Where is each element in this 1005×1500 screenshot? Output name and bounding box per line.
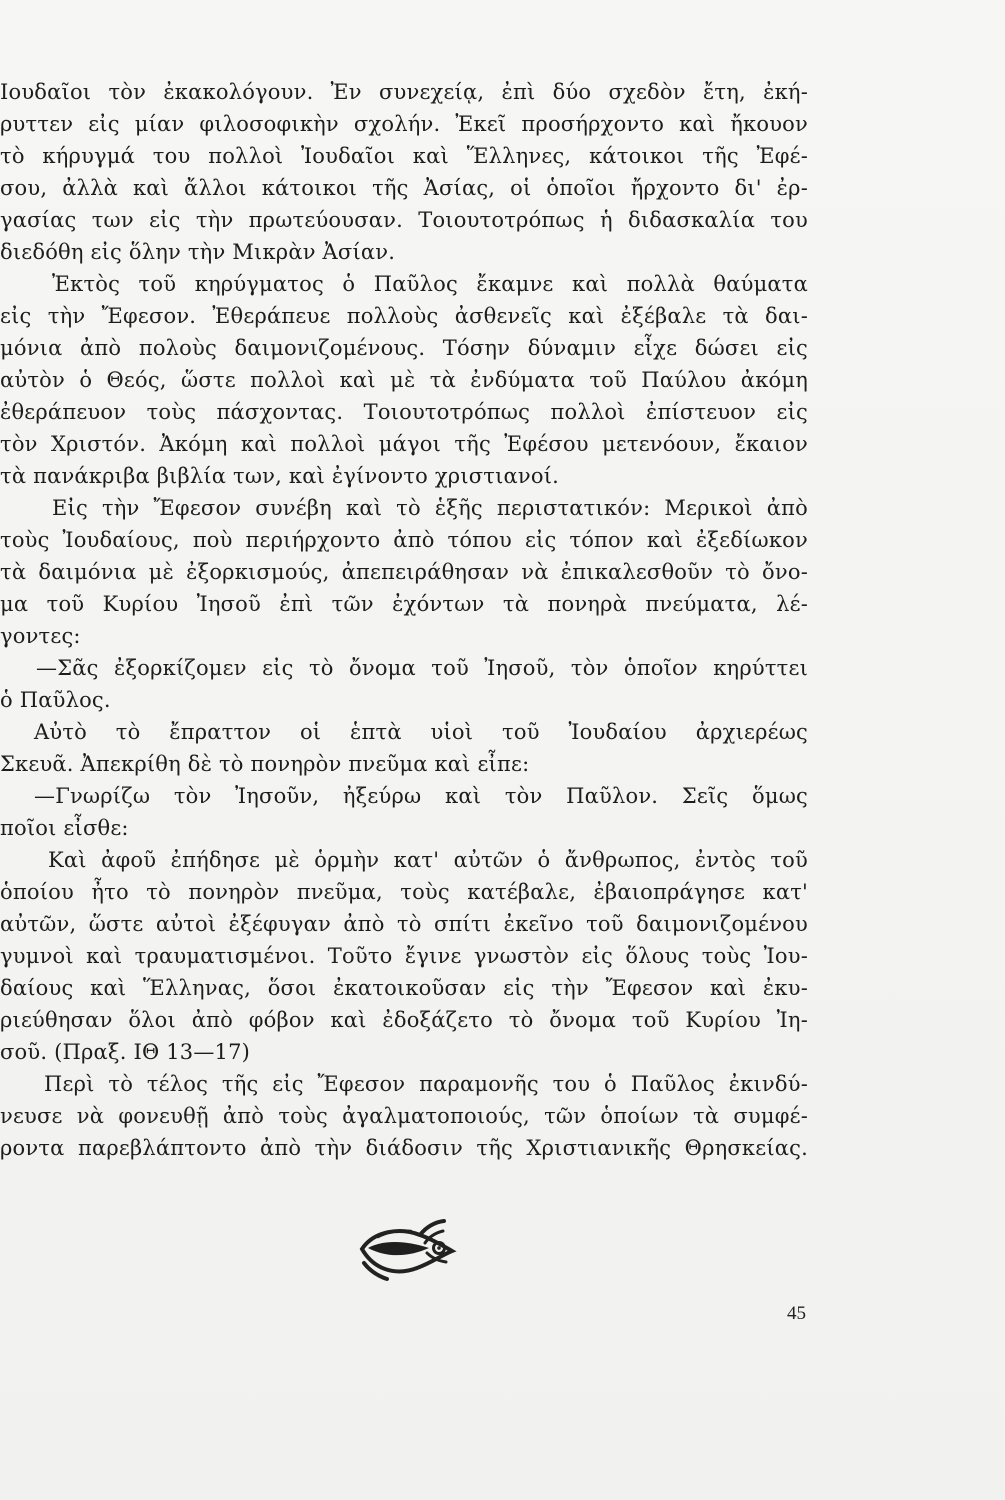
text-line: ἐθεράπευον τοὺς πάσχοντας. Τοιουτοτρόπως πολλοὶ ἐπίστευον εἰς [0, 400, 808, 424]
paragraph-start-line: Αὐτὸ τὸ ἔπραττον οἱ ἑπτὰ υἱοὶ τοῦ Ἰουδαίου ἀρχιερέως [34, 720, 808, 744]
text-line: τὸ κήρυγμά του πολλοὶ Ἰουδαῖοι καὶ Ἕλληνες, κάτοικοι τῆς Ἐφέ- [0, 144, 808, 168]
text-line: γυμνοὶ καὶ τραυματισμένοι. Τοῦτο ἔγινε γνωστὸν εἰς ὅλους τοὺς Ἰου- [0, 944, 808, 968]
paragraph-start-line: Καὶ ἀφοῦ ἐπήδησε μὲ ὁρμὴν κατ' αὐτῶν ὁ ἄνθρωπος, ἐντὸς τοῦ [48, 848, 808, 872]
paragraph-start-line: Περὶ τὸ τέλος τῆς εἰς Ἔφεσον παραμονῆς του ὁ Παῦλος ἐκινδύ- [44, 1072, 808, 1096]
text-line: Ιουδαῖοι τὸν ἐκακολόγουν. Ἐν συνεχείᾳ, ἐπὶ δύο σχεδὸν ἔτη, ἐκή- [0, 80, 808, 104]
text-line: ροντα παρεβλάπτοντο ἀπὸ τὴν διάδοσιν τῆς Χριστιανικῆς Θρησκείας. [0, 1136, 808, 1160]
paragraph-start-line: Ἐκτὸς τοῦ κηρύγματος ὁ Παῦλος ἔκαμνε καὶ πολλὰ θαύματα [52, 272, 808, 296]
text-line: τὰ πανάκριβα βιβλία των, καὶ ἐγίνοντο χριστιανοί. [0, 464, 560, 488]
text-line: τοὺς Ἰουδαίους, ποὺ περιήρχοντο ἀπὸ τόπου εἰς τόπον καὶ ἐξεδίωκον [0, 528, 808, 552]
text-line: ὁποίου ἦτο τὸ πονηρὸν πνεῦμα, τοὺς κατέβαλε, ἐβαιοπράγησε κατ' [0, 880, 808, 904]
text-line: ρυττεν εἰς μίαν φιλοσοφικὴν σχολήν. Ἐκεῖ προσήρχοντο καὶ ἤκουον [0, 112, 808, 136]
text-line: μα τοῦ Κυρίου Ἰησοῦ ἐπὶ τῶν ἐχόντων τὰ πονηρὰ πνεύματα, λέ- [0, 592, 808, 616]
text-line: διεδόθη εἰς ὅλην τὴν Μικρὰν Ἀσίαν. [0, 240, 396, 264]
text-line: μόνια ἀπὸ πολοὺς δαιμονιζομένους. Τόσην δύναμιν εἶχε δώσει εἰς [0, 336, 808, 360]
dialogue-line: —Γνωρίζω τὸν Ἰησοῦν, ἠξεύρω καὶ τὸν Παῦλον. Σεῖς ὅμως [34, 784, 808, 808]
text-line: σοῦ. (Πραξ. ΙΘ 13—17) [0, 1040, 251, 1064]
text-line: τὰ δαιμόνια μὲ ἐξορκισμούς, ἀπεπειράθησαν νὰ ἐπικαλεσθοῦν τὸ ὄνο- [0, 560, 808, 584]
text-line: ριεύθησαν ὅλοι ἀπὸ φόβον καὶ ἐδοξάζετο τὸ ὄνομα τοῦ Κυρίου Ἰη- [0, 1008, 808, 1032]
text-line: εἰς τὴν Ἔφεσον. Ἐθεράπευε πολλοὺς ἀσθενεῖς καὶ ἐξέβαλε τὰ δαι- [0, 304, 808, 328]
text-line: νευσε νὰ φονευθῇ ἀπὸ τοὺς ἀγαλματοποιούς, τῶν ὁποίων τὰ συμφέ- [0, 1104, 808, 1128]
text-line: αὐτῶν, ὥστε αὐτοὶ ἐξέφυγαν ἀπὸ τὸ σπίτι ἐκεῖνο τοῦ δαιμονιζομένου [0, 912, 808, 936]
dialogue-line: —Σᾶς ἐξορκίζομεν εἰς τὸ ὄνομα τοῦ Ἰησοῦ, τὸν ὁποῖον κηρύττει [36, 656, 808, 680]
text-line: δαίους καὶ Ἕλληνας, ὅσοι ἐκατοικοῦσαν εἰς τὴν Ἔφεσον καὶ ἐκυ- [0, 976, 808, 1000]
paragraph-start-line: Εἰς τὴν Ἔφεσον συνέβη καὶ τὸ ἑξῆς περιστατικόν: Μερικοὶ ἀπὸ [52, 496, 808, 520]
text-line: τὸν Χριστόν. Ἀκόμη καὶ πολλοὶ μάγοι τῆς Ἐφέσου μετενόουν, ἔκαιον [0, 432, 808, 456]
text-line: αὐτὸν ὁ Θεός, ὥστε πολλοὶ καὶ μὲ τὰ ἐνδύματα τοῦ Παύλου ἀκόμη [0, 368, 808, 392]
text-line: ὁ Παῦλος. [0, 688, 111, 712]
text-line: ποῖοι εἶσθε: [0, 816, 129, 840]
fish-ornament-icon [356, 1213, 458, 1285]
text-line: γασίας των εἰς τὴν πρωτεύουσαν. Τοιουτοτρόπως ἡ διδασκαλία του [0, 208, 808, 232]
text-line: σου, ἀλλὰ καὶ ἄλλοι κάτοικοι τῆς Ἀσίας, οἱ ὁποῖοι ἤρχοντο δι' ἐρ- [0, 176, 808, 200]
page-number: 45 [787, 1303, 806, 1324]
text-line: Σκευᾶ. Ἀπεκρίθη δὲ τὸ πονηρὸν πνεῦμα καὶ εἶπε: [0, 752, 530, 776]
text-line: γοντες: [0, 624, 81, 648]
